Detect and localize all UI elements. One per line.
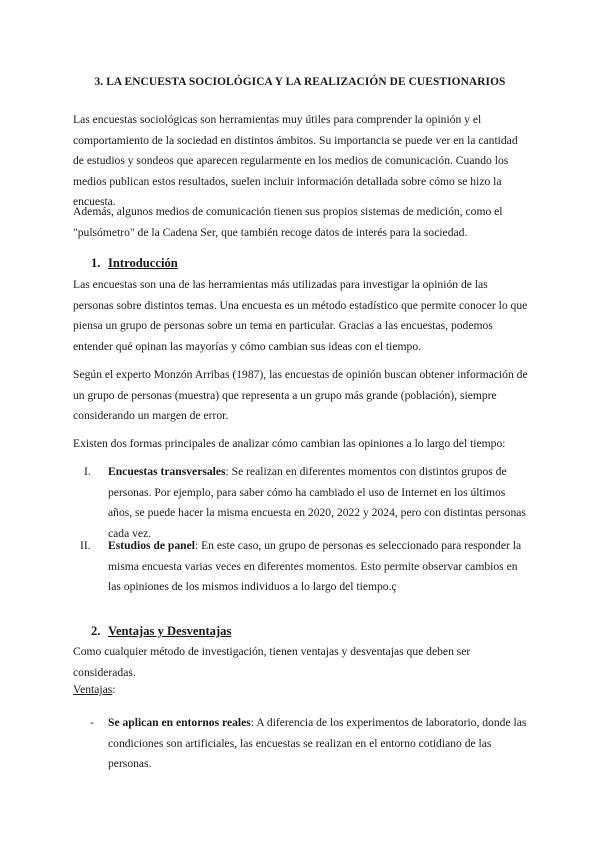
section-2-number: 2. bbox=[91, 624, 101, 638]
ventajas-item-entornos-reales bbox=[108, 713, 528, 775]
ventajas-marker-1: - bbox=[90, 716, 94, 729]
list-item-panel bbox=[108, 536, 528, 598]
section-2-paragraph-1: Como cualquier método de investigación, tienen ventajas y desventajas que deben ser consideradas. bbox=[73, 645, 471, 679]
list-item-transversales bbox=[108, 462, 528, 544]
list-text-2: : En este caso, un grupo de personas es seleccionado para responder la misma encuesta varias veces en diferentes momentos. Esto permite observar cambios en las opiniones de los mismos individuos a lo largo del tiempo.ç bbox=[108, 539, 522, 593]
section-1-heading bbox=[91, 256, 178, 271]
list-marker-2: II. bbox=[80, 539, 91, 552]
section-2-heading bbox=[91, 624, 231, 639]
document-title: 3. LA ENCUESTA SOCIOLÓGICA Y LA REALIZACIÓN DE CUESTIONARIOS bbox=[94, 76, 506, 88]
section-1-title: Introducción bbox=[108, 256, 178, 270]
intro-paragraph-2: Además, algunos medios de comunicación tienen sus propios sistemas de medición, como el "pulsómetro" de la Cadena Ser, que también recoge datos de interés para la sociedad. bbox=[73, 205, 503, 239]
ventajas-label: Ventajas bbox=[73, 683, 113, 696]
ventajas-colon: : bbox=[112, 683, 116, 696]
section-2-title: Ventajas y Desventajas bbox=[108, 624, 232, 638]
ventajas-term-1: Se aplican en entornos reales bbox=[108, 716, 251, 729]
list-term-1: Encuestas transversales bbox=[108, 465, 226, 478]
section-1-paragraph-2: Según el experto Monzón Arribas (1987), las encuestas de opinión buscan obtener información de un grupo de personas (muestra) que representa a un grupo más grande (población), siempre considerando un margen de error. bbox=[73, 368, 528, 422]
list-term-2: Estudios de panel bbox=[108, 539, 195, 552]
list-text-1: : Se realizan en diferentes momentos con distintos grupos de personas. Por ejemplo, para saber cómo ha cambiado el uso de Internet en los últimos años, se puede hacer la misma encuesta en 2020, 2022 y 2024, pero con distintas personas cada vez. bbox=[108, 465, 526, 540]
section-1-paragraph-3: Existen dos formas principales de analizar cómo cambian las opiniones a lo largo del tiempo: bbox=[73, 437, 506, 450]
intro-paragraph-1: Las encuestas sociológicas son herramientas muy útiles para comprender la opinión y el comportamiento de la sociedad en distintos ámbitos. Su importancia se puede ver en la cantidad de estudios y sondeos que aparecen regularmente en los medios de comunicación. Cuando los medios publican estos resultados, suelen incluir información detallada sobre cómo se hizo la encuesta. bbox=[73, 113, 518, 208]
section-1-number: 1. bbox=[91, 256, 101, 270]
ventajas-text-1: : A diferencia de los experimentos de laboratorio, donde las condiciones son artificiales, las encuestas se realizan en el entorno cotidiano de las personas. bbox=[108, 716, 527, 770]
ventajas-label-line bbox=[73, 680, 529, 701]
list-marker-1: I. bbox=[84, 465, 91, 478]
section-1-paragraph-1: Las encuestas son una de las herramientas más utilizadas para investigar la opinión de las personas sobre distintos temas. Una encuesta es un método estadístico que permite conocer lo que piensa un grupo de personas sobre un tema en particular. Gracias a las encuestas, podemos entender qué opinan las mayorías y cómo cambian sus ideas con el tiempo. bbox=[73, 278, 528, 353]
